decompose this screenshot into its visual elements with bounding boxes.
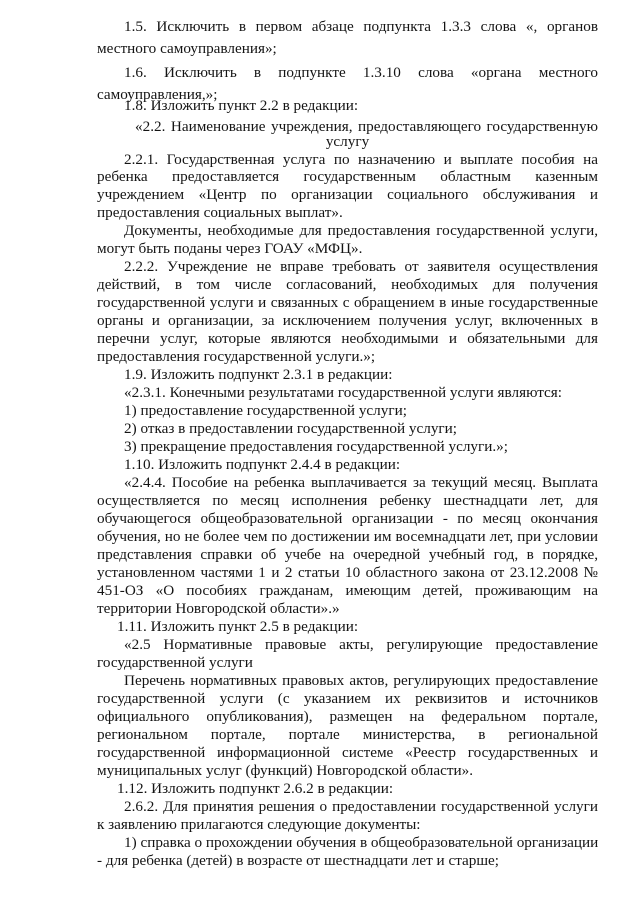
text-line: обучения, но не более чем по достижении им восемнадцати лет, при условии — [97, 528, 598, 545]
text-line: 451-ОЗ «О пособиях гражданам, имеющим детей, проживающим на — [97, 582, 598, 599]
text-line: государственной информационной системе «Реестр государственных и — [97, 744, 598, 761]
text-line: 2.2.2. Учреждение не вправе требовать от заявителя осуществления — [124, 258, 598, 275]
text-line: установленном частями 1 и 2 статьи 10 областного закона от 23.12.2008 № — [97, 564, 598, 581]
text-line: органы и организации, за исключением получения услуг, включенных в — [97, 312, 598, 329]
text-line: 2.2.1. Государственная услуга по назначению и выплате пособия на — [124, 151, 598, 168]
text-line: 1.8. Изложить пункт 2.2 в редакции: — [124, 97, 359, 114]
text-line: официального опубликования), размещен на федеральном портале, — [97, 708, 598, 725]
text-line: учреждением «Центр по организации социального обслуживания и — [97, 186, 598, 203]
text-line: услугу — [325, 133, 370, 150]
text-line: «2.4.4. Пособие на ребенка выплачивается за текущий месяц. Выплата — [124, 474, 598, 491]
text-line: территории Новгородской области».» — [97, 600, 340, 617]
text-line: 1.5. Исключить в первом абзаце подпункта 1.3.3 слова «, органов — [124, 18, 598, 35]
text-line: 1.11. Изложить пункт 2.5 в редакции: — [117, 618, 359, 635]
text-line: Перечень нормативных правовых актов, регулирующих предоставление — [124, 672, 598, 689]
text-line: 3) прекращение предоставления государственной услуги.»; — [124, 438, 508, 455]
text-line: представления справки об учебе на очередной учебный год, в порядке, — [97, 546, 598, 563]
text-line: «2.5 Нормативные правовые акты, регулирующие предоставление — [124, 636, 598, 653]
text-line: перечни услуг, которые являются необходимыми и обязательными для — [97, 330, 598, 347]
text-line: государственной услуги и связанных с обращением в иные государственные — [97, 294, 598, 311]
text-line: государственной услуги (с указанием их реквизитов и источников — [97, 690, 598, 707]
text-line: 1.12. Изложить подпункт 2.6.2 в редакции: — [117, 780, 394, 797]
text-line: 1.6. Исключить в подпункте 1.3.10 слова «органа местного — [124, 64, 598, 81]
text-line: обучающегося общеобразовательной организации - по месяц окончания — [97, 510, 598, 527]
text-line: действий, в том числе согласований, необходимых для получения — [97, 276, 598, 293]
text-line: государственной услуги — [97, 654, 253, 671]
text-line: «2.2. Наименование учреждения, предоставляющего государственную — [135, 118, 598, 135]
text-line: ребенка предоставляется государственным областным казенным — [97, 168, 598, 185]
text-line: предоставления социальных выплат». — [97, 204, 343, 221]
text-line: муниципальных услуг (функций) Новгородской области». — [97, 762, 474, 779]
text-line: самоуправления,»; — [97, 86, 218, 103]
text-line: 2.6.2. Для принятия решения о предоставлении государственной услуги — [124, 798, 598, 815]
text-line: 1) справка о прохождении обучения в общеобразовательной организации — [124, 834, 599, 851]
text-line: 1.10. Изложить подпункт 2.4.4 в редакции: — [124, 456, 401, 473]
text-line: могут быть поданы через ГОАУ «МФЦ». — [97, 240, 363, 257]
text-line: осуществляется по месяц исполнения ребенку шестнадцати лет, для — [97, 492, 598, 509]
text-line: к заявлению прилагаются следующие документы: — [97, 816, 421, 833]
text-line: Документы, необходимые для предоставления государственной услуги, — [124, 222, 598, 239]
text-line: - для ребенка (детей) в возрасте от шестнадцати лет и старше; — [97, 852, 500, 869]
text-line: региональном портале, портале министерства, в региональной — [97, 726, 598, 743]
text-line: 1) предоставление государственной услуги; — [124, 402, 407, 419]
text-line: предоставления государственной услуги.»; — [97, 348, 376, 365]
text-line: «2.3.1. Конечными результатами государственной услуги являются: — [124, 384, 562, 401]
text-line: 2) отказ в предоставлении государственной услуги; — [124, 420, 457, 437]
text-line: 1.9. Изложить подпункт 2.3.1 в редакции: — [124, 366, 393, 383]
text-line: местного самоуправления»; — [97, 40, 277, 57]
